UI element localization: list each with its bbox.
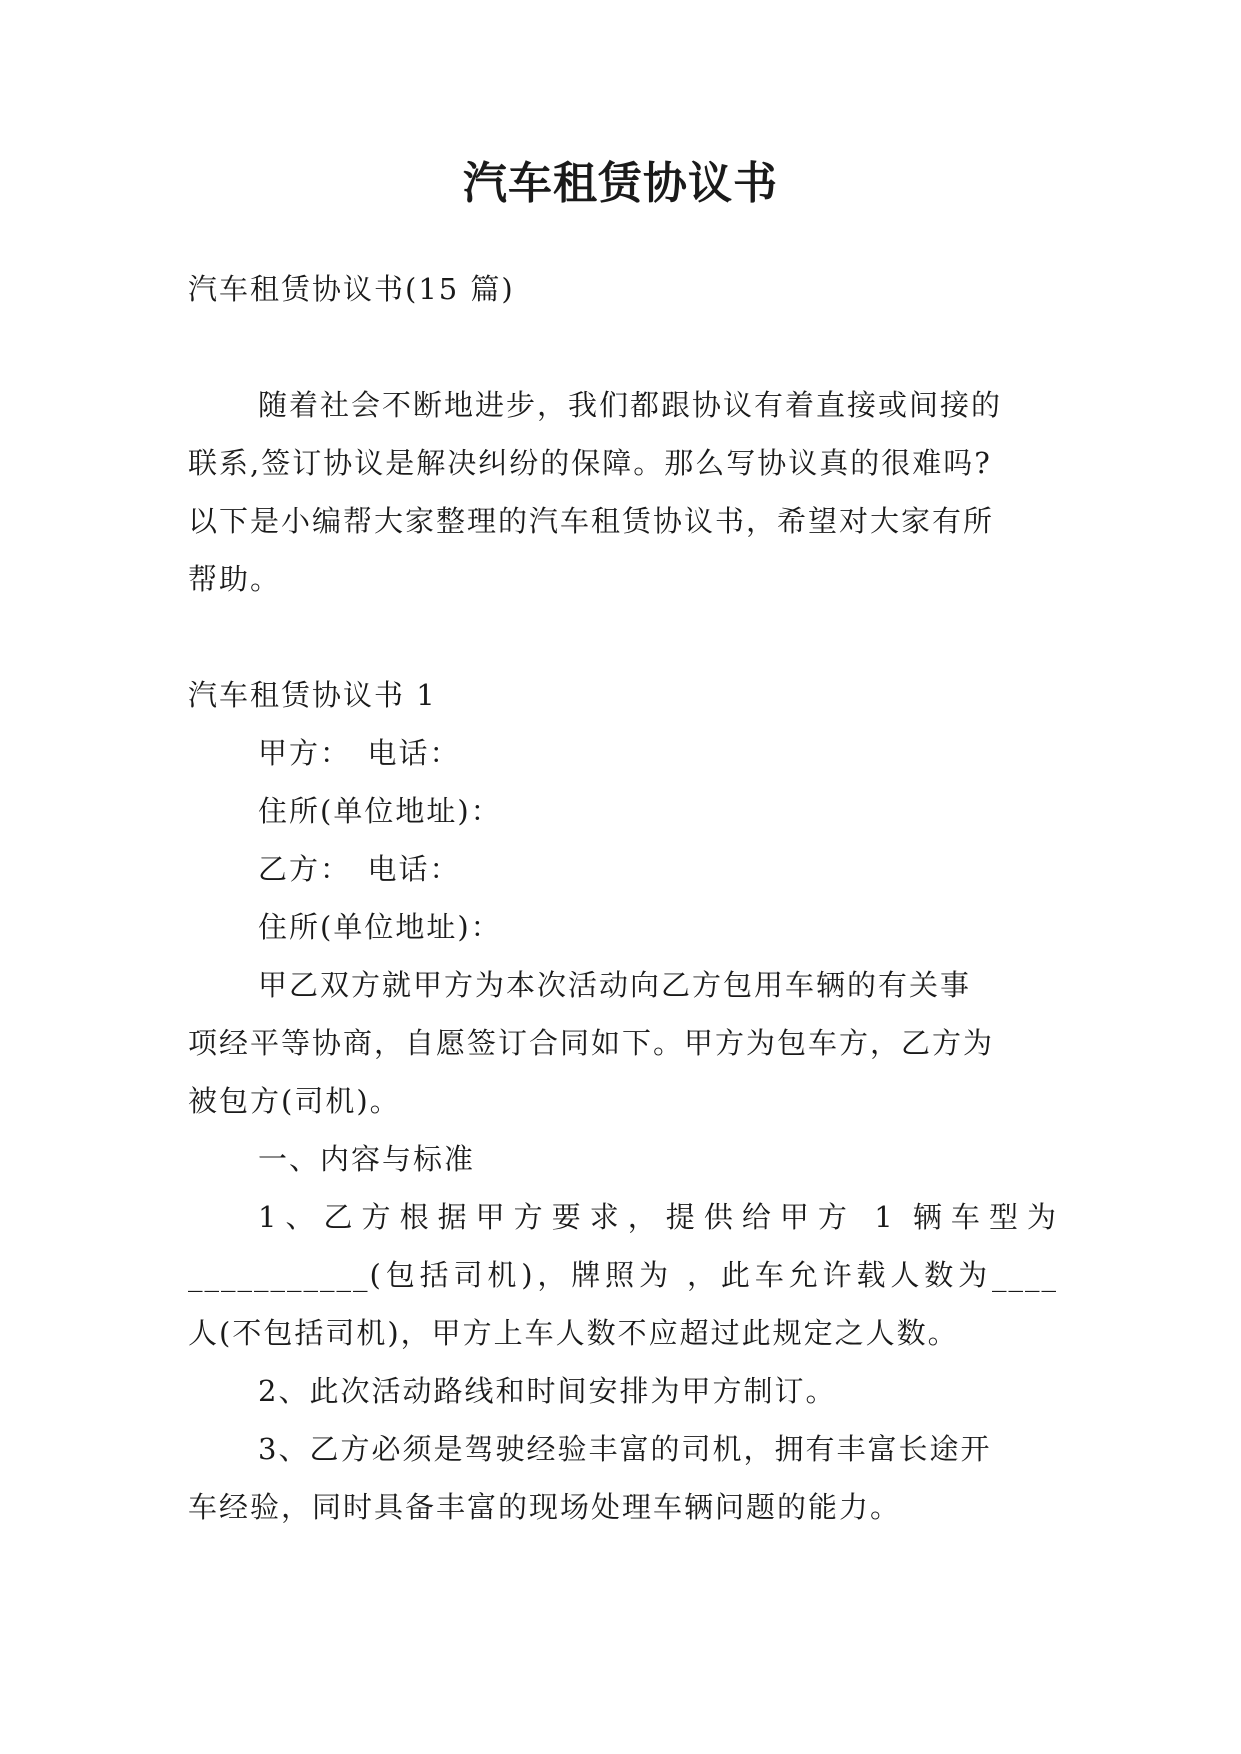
clause1-line-1: 1、乙方根据甲方要求，提供给甲方 1 辆车型为	[258, 1200, 1058, 1234]
party-b-line: 乙方： 电话：	[258, 852, 461, 886]
clause3-line-2: 车经验，同时具备丰富的现场处理车辆问题的能力。	[188, 1490, 902, 1524]
clause-heading: 一、内容与标准	[258, 1142, 476, 1176]
clause2-line: 2、此次活动路线和时间安排为甲方制订。	[258, 1374, 837, 1408]
preamble-line-2: 项经平等协商，自愿签订合同如下。甲方为包车方，乙方为	[188, 1026, 995, 1060]
intro-line-3: 以下是小编帮大家整理的汽车租赁协议书，希望对大家有所	[188, 504, 995, 538]
document-title: 汽车租赁协议书	[463, 158, 778, 209]
preamble-line-1: 甲乙双方就甲方为本次活动向乙方包用车辆的有关事	[258, 968, 972, 1002]
section-heading: 汽车租赁协议书 1	[188, 678, 437, 712]
intro-line-2: 联系,签订协议是解决纠纷的保障。那么写协议真的很难吗?	[188, 446, 992, 480]
paragraph-spacer	[188, 318, 1058, 376]
party-a-line: 甲方： 电话：	[258, 736, 461, 770]
clause3-line-1: 3、乙方必须是驾驶经验丰富的司机，拥有丰富长途开	[258, 1432, 992, 1466]
intro-line-4: 帮助。	[188, 562, 282, 596]
intro-line-1: 随着社会不断地进步，我们都跟协议有着直接或间接的	[258, 388, 1003, 422]
document-subtitle: 汽车租赁协议书(15 篇)	[188, 272, 515, 306]
preamble-line-3: 被包方(司机)。	[188, 1084, 401, 1118]
paragraph-spacer	[188, 608, 1058, 666]
clause1-line-2: ___________(包括司机)，牌照为 ，此车允许载人数为____	[188, 1258, 1058, 1292]
document-body	[188, 260, 1058, 1536]
clause1-line-3: 人(不包括司机)，甲方上车人数不应超过此规定之人数。	[188, 1316, 959, 1350]
party-a-address-line: 住所(单位地址)：	[258, 794, 502, 828]
party-b-address-line: 住所(单位地址)：	[258, 910, 502, 944]
